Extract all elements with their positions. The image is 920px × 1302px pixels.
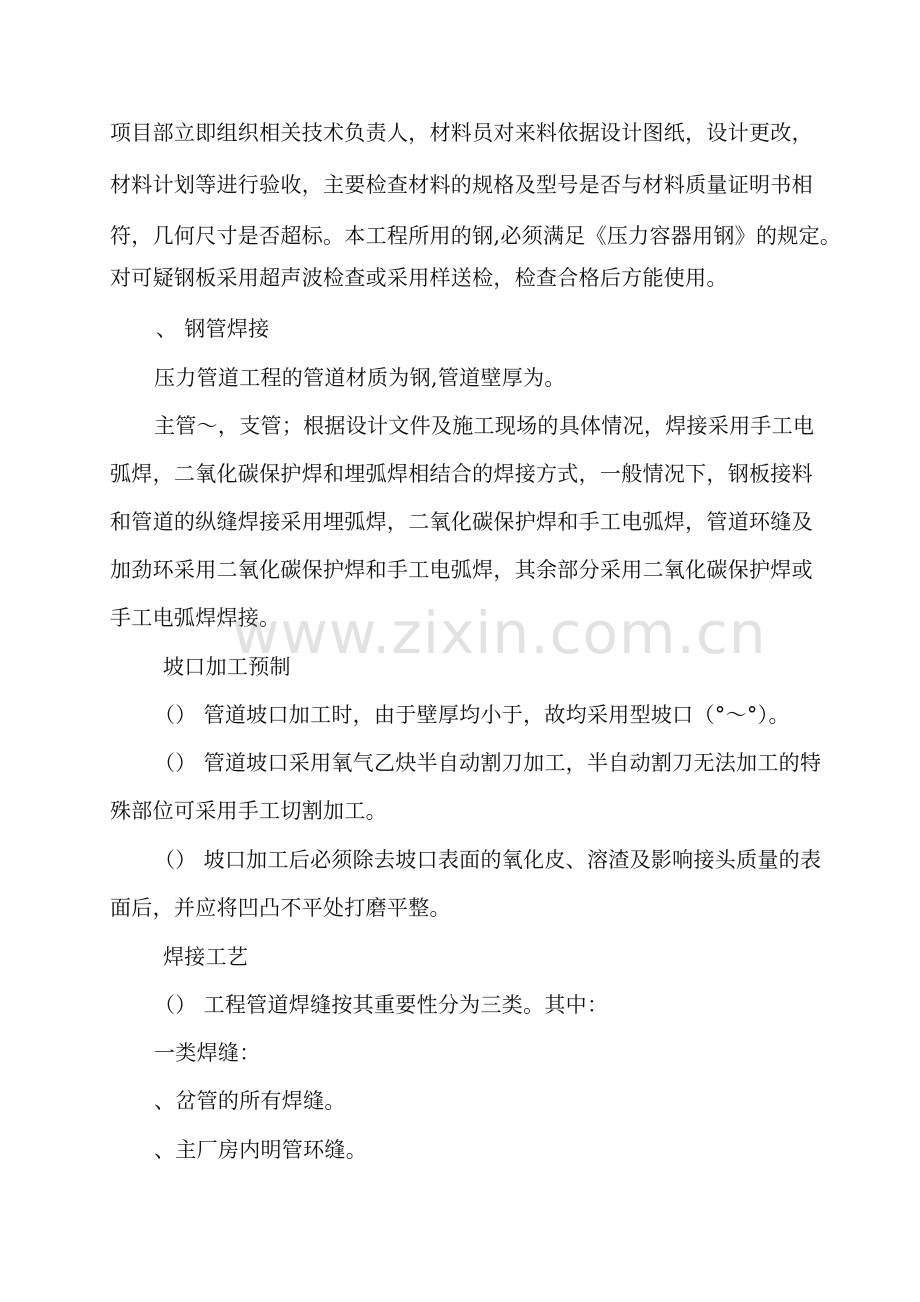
paragraph-line: 面后，并应将凹凸不平处打磨平整。: [110, 896, 451, 920]
list-item: （） 管道坡口采用氧气乙炔半自动割刀加工，半自动割刀无法加工的特: [154, 751, 822, 775]
section-heading: 、 钢管焊接: [156, 317, 270, 341]
paragraph-line: 和管道的纵缝焊接采用埋弧焊，二氧化碳保护焊和手工电弧焊，管道环缝及: [110, 510, 813, 534]
list-item: （） 工程管道焊缝按其重要性分为三类。其中：: [154, 993, 609, 1017]
list-item: （） 管道坡口加工时，由于壁厚均小于，故均采用型坡口（°～°）。: [154, 703, 790, 727]
paragraph-line: 加劲环采用二氧化碳保护焊和手工电弧焊，其余部分采用二氧化碳保护焊或: [110, 558, 813, 582]
subsection-heading: 焊接工艺: [163, 945, 249, 969]
paragraph-line: 对可疑钢板采用超声波检查或采用样送检，检查合格后方能使用。: [110, 266, 728, 290]
paragraph-line: 一类焊缝：: [154, 1041, 261, 1065]
list-item: 、主厂房内明管环缝。: [154, 1138, 367, 1162]
list-item: （） 坡口加工后必须除去坡口表面的氧化皮、溶渣及影响接头质量的表: [154, 848, 822, 872]
paragraph-line: 弧焊，二氧化碳保护焊和埋弧焊相结合的焊接方式，一般情况下，钢板接料: [110, 462, 813, 486]
list-item: 、岔管的所有焊缝。: [154, 1089, 346, 1113]
paragraph-line: 材料计划等进行验收，主要检查材料的规格及型号是否与材料质量证明书相: [110, 173, 813, 197]
subsection-heading: 坡口加工预制: [163, 655, 291, 679]
watermark-text: www.zixin.com.cn: [232, 599, 767, 667]
paragraph-line: 主管～，支管；根据设计文件及施工现场的具体情况，焊接采用手工电: [154, 414, 815, 438]
paragraph-line: 项目部立即组织相关技术负责人，材料员对来料依据设计图纸，设计更改，: [110, 121, 813, 145]
paragraph-line: 手工电弧焊焊接。: [110, 606, 281, 630]
paragraph-line: 殊部位可采用手工切割加工。: [110, 799, 387, 823]
paragraph-line: 压力管道工程的管道材质为钢,管道壁厚为。: [154, 366, 566, 390]
paragraph-line: 符，几何尺寸是否超标。本工程所用的钢,必须满足《压力容器用钢》的规定。: [110, 224, 842, 248]
